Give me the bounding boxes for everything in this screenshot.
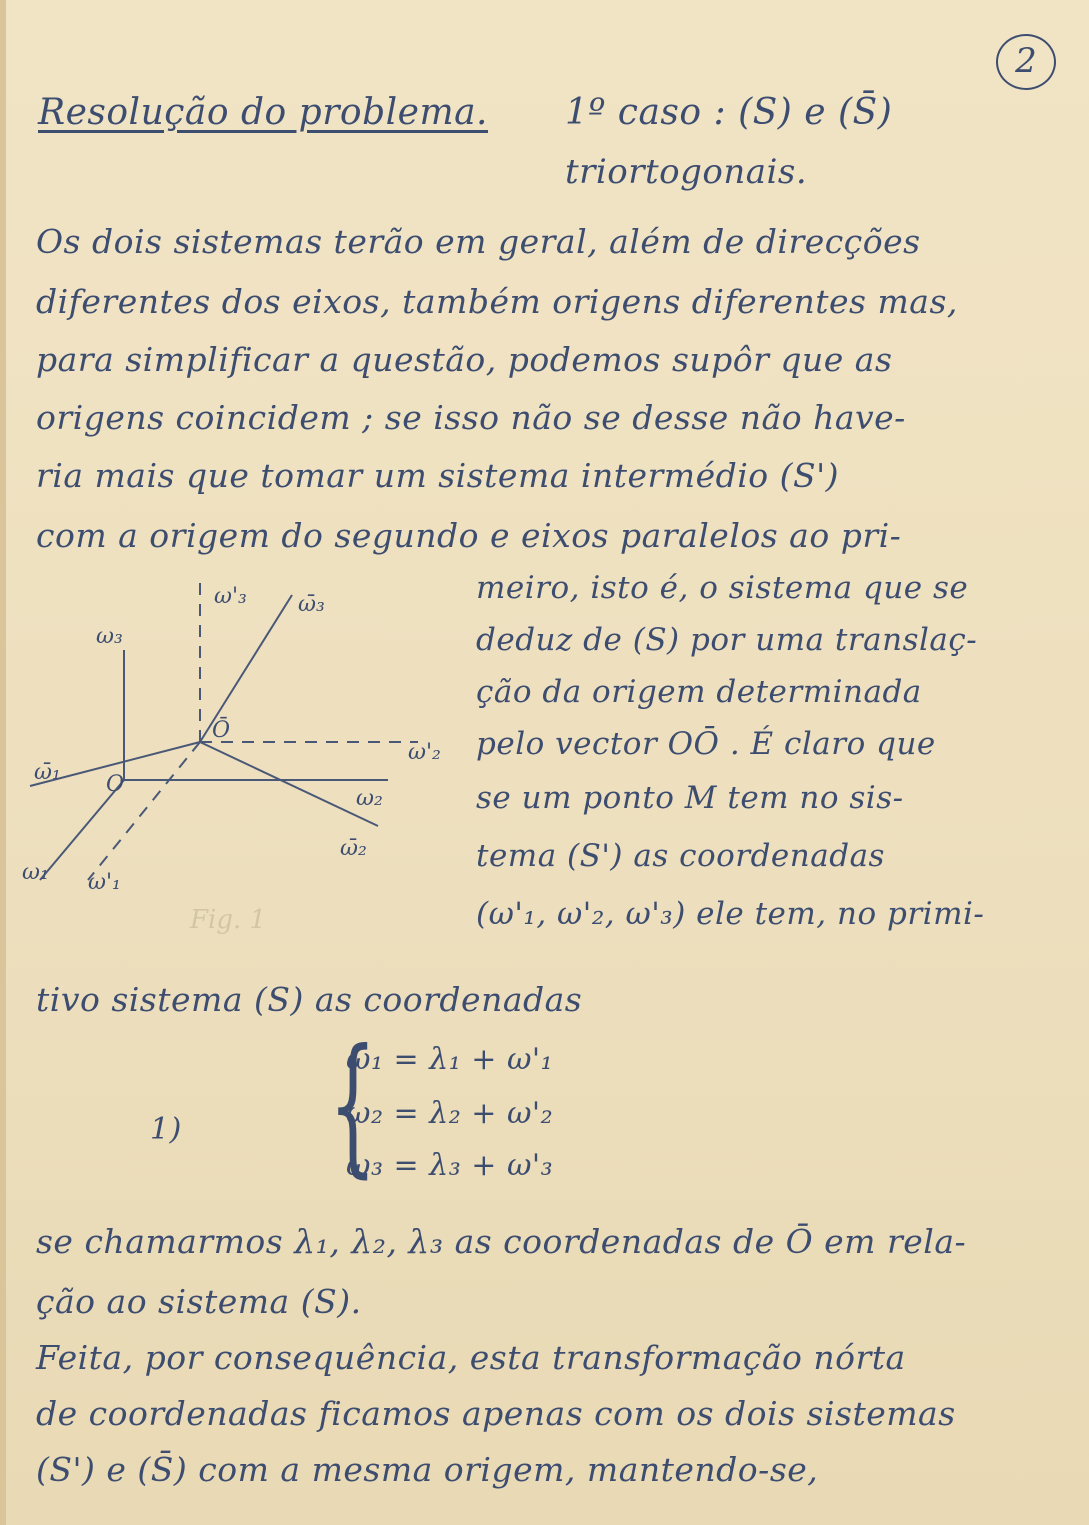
label-w1p: ω'₁ xyxy=(88,870,121,895)
label-w2: ω₂ xyxy=(356,786,383,811)
paragraph1-right-line-7: (ω'₁, ω'₂, ω'₃) ele tem, no primi- xyxy=(476,896,985,932)
system-brace: { xyxy=(328,1018,377,1192)
label-w2b: ω̄₂ xyxy=(340,836,367,861)
paragraph1-right-line-2: deduz de (S) por uma translaç- xyxy=(476,622,978,658)
paragraph1-right-line-3: ção da origem determinada xyxy=(476,674,922,710)
label-w3p: ω'₃ xyxy=(214,584,247,609)
paragraph1-right-line-1: meiro, isto é, o sistema que se xyxy=(476,570,969,606)
paragraph2-line-1: se chamarmos λ₁, λ₂, λ₃ as coordenadas de Ō em rela- xyxy=(36,1222,967,1261)
paragraph1-line-6: com a origem do segundo e eixos paralelos ao pri- xyxy=(36,516,902,555)
label-o: O xyxy=(106,772,125,797)
label-obar: Ō xyxy=(212,718,231,743)
equation-2: ω₂ = λ₂ + ω'₂ xyxy=(346,1096,554,1131)
paragraph1-line-2: diferentes dos eixos, também origens diferentes mas, xyxy=(36,282,958,321)
paragraph2-line-3: Feita, por consequência, esta transformação nórta xyxy=(36,1338,906,1377)
title-case-continued: triortogonais. xyxy=(565,152,808,192)
title-case: 1º caso : (S) e (S̄) xyxy=(565,92,893,133)
paragraph1-line-4: origens coincidem ; se isso não se desse não have- xyxy=(36,398,906,437)
title-main: Resolução do problema. xyxy=(38,92,488,133)
paragraph1-line-5: ria mais que tomar um sistema intermédio (S') xyxy=(36,456,840,495)
page-number: 2 xyxy=(996,34,1056,90)
equation-3: ω₃ = λ₃ + ω'₃ xyxy=(346,1148,554,1183)
paragraph2-line-2: ção ao sistema (S). xyxy=(36,1282,362,1321)
paragraph1-line-1: Os dois sistemas terão em geral, além de direcções xyxy=(36,222,921,261)
system-label: 1) xyxy=(150,1112,182,1147)
axis-omega1prime xyxy=(88,742,200,880)
label-w3: ω₃ xyxy=(96,624,123,649)
paragraph1-right-line-6: tema (S') as coordenadas xyxy=(476,838,885,874)
label-w1b: ω̄₁ xyxy=(34,760,61,785)
paragraph2-line-4: de coordenadas ficamos apenas com os dois sistemas xyxy=(36,1394,956,1433)
paragraph2-line-5: (S') e (S̄) com a mesma origem, mantendo-se, xyxy=(36,1450,819,1489)
paragraph1-right-line-5: se um ponto M tem no sis- xyxy=(476,780,904,816)
paragraph1-line-3: para simplificar a questão, podemos supôr que as xyxy=(36,340,893,379)
paragraph1-end: tivo sistema (S) as coordenadas xyxy=(36,980,583,1019)
label-w2p: ω'₂ xyxy=(408,740,441,765)
label-w1: ω₁ xyxy=(22,860,49,885)
label-w3b: ω̄₃ xyxy=(298,592,325,617)
axis-omega2bar xyxy=(200,742,378,826)
figure-caption-faint: Fig. 1 xyxy=(190,905,267,935)
equation-1: ω₁ = λ₁ + ω'₁ xyxy=(346,1042,554,1077)
paragraph1-right-line-4: pelo vector OŌ . É claro que xyxy=(476,726,936,762)
